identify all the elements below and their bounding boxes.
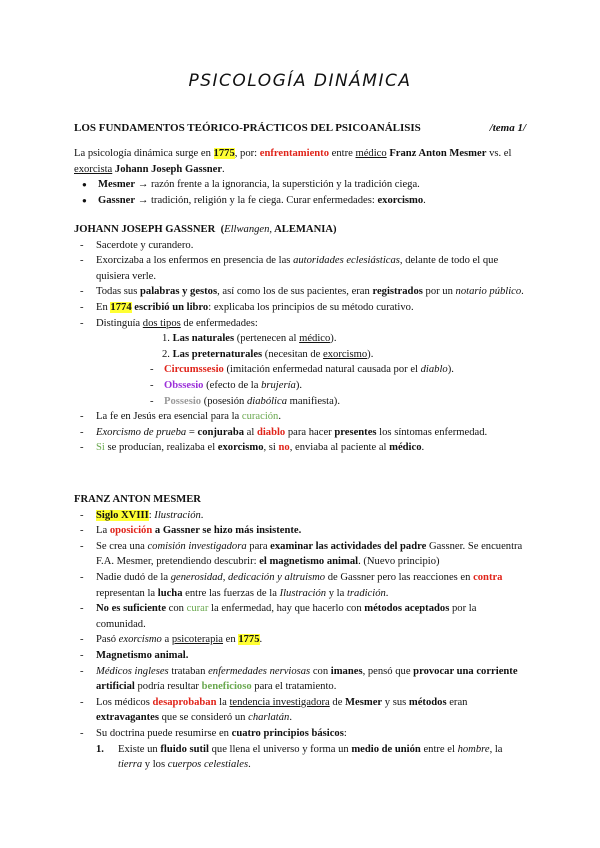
- italic-text: diabólica: [246, 395, 288, 407]
- list-text: trataban: [168, 665, 209, 677]
- list-text: los síntomas enfermedad.: [376, 426, 488, 438]
- list-text: .: [421, 442, 425, 454]
- emphasis-red: Circumssesio: [164, 364, 224, 376]
- list-text: (imitación enfermedad natural causada por el: [223, 364, 421, 376]
- list-text: , la: [489, 743, 503, 755]
- heading-text: (: [220, 224, 225, 235]
- italic-text: generosidad, dedicación y altruismo: [170, 571, 326, 583]
- italic-text: diablo: [420, 364, 448, 376]
- heading-text: ALEMANIA): [272, 224, 337, 235]
- list-text: , delante de todo el que quisiera verle.: [96, 255, 499, 282]
- intro-text: La psicología dinámica surge en: [74, 148, 214, 159]
- list-text: y sus: [382, 696, 409, 708]
- intro-block: [74, 146, 526, 208]
- list-text: .: [248, 759, 251, 771]
- emphasis-red: oposición: [109, 525, 153, 537]
- emphasis-red: no: [278, 442, 290, 454]
- italic-text: tradición: [346, 587, 386, 599]
- list-text: .: [423, 194, 426, 206]
- gassner-section: [74, 222, 526, 456]
- list-text: y los: [142, 759, 168, 771]
- bold-text: exorcismo: [217, 442, 264, 454]
- list-text: por la comunidad.: [96, 603, 477, 630]
- italic-text: comisión investigadora: [147, 540, 247, 552]
- list-text: la enfermedad, hay que hacerlo con: [208, 603, 365, 615]
- list-text: Exorcizaba a los enfermos en presencia de las: [96, 255, 294, 267]
- bold-text: métodos: [408, 696, 447, 708]
- list-text: entre las fuerzas de la: [182, 587, 280, 599]
- century-highlight: Siglo XVIII: [96, 509, 149, 521]
- year-highlight: 1775: [213, 148, 235, 159]
- list-text: .: [259, 634, 263, 646]
- list-item: [74, 539, 526, 570]
- list-text: .: [289, 712, 292, 724]
- list-number: 1.: [96, 743, 104, 755]
- list-text: por un: [422, 286, 456, 298]
- mesmer-list: [74, 508, 526, 742]
- list-text: manifiesta).: [287, 395, 340, 407]
- list-item: [74, 601, 526, 632]
- comparison-list: [74, 177, 526, 208]
- emphasis-green: curar: [186, 603, 209, 615]
- list-text: → razón frente a la ignorancia, la superstición y la tradición ciega.: [135, 179, 420, 191]
- list-item: [74, 440, 526, 456]
- list-item: [144, 378, 526, 394]
- list-text: , así como los de sus pacientes, eran: [217, 286, 373, 298]
- list-item: [74, 726, 526, 742]
- bold-text: No es suficiente: [96, 603, 167, 615]
- bold-text: palabras y gestos: [140, 286, 218, 298]
- bold-text: Las naturales: [172, 333, 235, 345]
- list-text: y la: [326, 587, 347, 599]
- list-text: se producían, realizaba el: [104, 442, 218, 454]
- list-text: .: [200, 509, 204, 521]
- list-text: La: [96, 525, 110, 537]
- emphasis-gray: Possesio: [164, 395, 202, 407]
- bold-text: a Gassner se hizo más insistente.: [152, 525, 302, 537]
- section-subtitle: [74, 121, 526, 137]
- list-text: La fe en Jesús era esencial para la: [96, 411, 242, 423]
- list-text: Se crea una: [96, 540, 148, 552]
- list-item: [74, 570, 526, 601]
- list-text: Los médicos: [96, 696, 153, 708]
- section-heading: FRANZ ANTON MESMER: [74, 494, 201, 505]
- list-text: Gassner. Se encuentra F.A. Mesmer, pretendiendo descubrir:: [96, 540, 523, 568]
- list-item: [126, 331, 526, 347]
- italic-text: Exorcismo de prueba: [96, 426, 187, 438]
- bold-text: presentes: [334, 426, 377, 438]
- list-item: [74, 695, 526, 726]
- bold-text: extravagantes: [96, 712, 159, 724]
- italic-text: enfermedades nerviosas: [208, 665, 311, 677]
- list-text: (posesión: [201, 395, 247, 407]
- year-highlight: 1774: [110, 301, 132, 313]
- list-text: de enfermedades:: [180, 317, 258, 329]
- bold-text: Johann Joseph Gassner: [112, 163, 223, 175]
- list-text: .: [521, 286, 524, 298]
- list-item: [74, 409, 526, 425]
- list-text: , pensó que: [362, 665, 414, 677]
- disease-types-list: [74, 331, 526, 362]
- underlined-text: médico: [299, 333, 331, 345]
- list-text: Su doctrina puede resumirse en: [96, 727, 232, 739]
- list-number: 2.: [162, 348, 173, 360]
- list-text: de: [329, 696, 346, 708]
- emphasis-red: diablo: [256, 426, 286, 438]
- list-text: =: [186, 426, 198, 438]
- bold-text: Las preternaturales: [172, 348, 263, 360]
- italic-text: Ilustración: [279, 587, 327, 599]
- gassner-list-continued: [74, 409, 526, 456]
- list-text: , enviaba al paciente al: [289, 442, 390, 454]
- list-text: para hacer: [285, 426, 335, 438]
- bold-text: escribió un libro: [131, 301, 209, 313]
- bold-text: registrados: [372, 286, 423, 298]
- list-text: :: [148, 509, 155, 521]
- section-heading: [74, 222, 526, 238]
- list-text: , si: [263, 442, 279, 454]
- bold-text: examinar las actividades del padre: [270, 540, 427, 552]
- list-item: [74, 632, 526, 648]
- italic-text: exorcismo: [118, 634, 162, 646]
- list-item: [74, 425, 526, 441]
- underlined-text: médico: [355, 148, 387, 159]
- list-item: - Sacerdote y curandero.: [74, 238, 526, 254]
- list-text: (necesitan de: [262, 348, 324, 360]
- list-item: [74, 253, 526, 284]
- italic-text: Médicos ingleses: [96, 665, 169, 677]
- list-text: Pasó: [96, 634, 119, 646]
- list-text: ).: [330, 333, 337, 345]
- intro-text: vs. el: [486, 148, 512, 159]
- list-text: para el tratamiento.: [251, 681, 337, 693]
- intro-paragraph: [74, 146, 526, 177]
- list-item: [74, 177, 526, 193]
- list-text: (efecto de la: [203, 379, 262, 391]
- list-text: .: [385, 587, 389, 599]
- emphasis-red: contra: [473, 571, 503, 583]
- list-text: que se consideró un: [158, 712, 249, 724]
- list-text: eran: [446, 696, 468, 708]
- underlined-text: tendencia investigadora: [229, 696, 330, 708]
- bold-text: Mesmer: [98, 179, 136, 191]
- bold-text: métodos aceptados: [364, 603, 450, 615]
- list-item: [74, 648, 526, 664]
- bold-text: Franz Anton Mesmer: [386, 148, 487, 159]
- principles-list: [74, 742, 526, 773]
- list-text: En: [96, 301, 111, 313]
- emphasis-green: Si: [96, 442, 105, 454]
- bold-text: exorcismo: [377, 194, 424, 206]
- list-text: :: [343, 727, 347, 739]
- list-text: Nadie dudó de la: [96, 571, 171, 583]
- list-item: [126, 347, 526, 363]
- list-item: [144, 394, 526, 410]
- bold-text: médico: [389, 442, 422, 454]
- emphasis-green: curación: [241, 411, 279, 423]
- emphasis-red: desaprobaban: [152, 696, 217, 708]
- underlined-text: psicoterapia: [171, 634, 224, 646]
- intro-text: , por:: [234, 148, 260, 159]
- underlined-text: exorcista: [74, 163, 113, 175]
- list-text: ).: [367, 348, 374, 360]
- page-title: PSICOLOGÍA DINÁMICA: [188, 71, 412, 91]
- bold-text: Mesmer: [345, 696, 383, 708]
- emphasis-purple: Obssesio: [164, 379, 204, 391]
- list-text: .: [278, 411, 282, 423]
- list-number: 1.: [162, 333, 173, 345]
- bold-text: medio de unión: [351, 743, 421, 755]
- list-text: con: [310, 665, 331, 677]
- emphasis-green: beneficioso: [201, 681, 252, 693]
- italic-text: autoridades eclesiásticas: [293, 255, 400, 267]
- list-text: . (Nuevo principio): [358, 556, 440, 568]
- heading-text: JOHANN JOSEPH GASSNER: [74, 224, 216, 235]
- list-text: con: [166, 603, 187, 615]
- list-item: [74, 316, 526, 332]
- emphasis-red: enfrentamiento: [259, 148, 329, 159]
- list-text: ).: [295, 379, 303, 391]
- intro-text: .: [222, 163, 225, 175]
- mesmer-section: [74, 492, 526, 773]
- list-text: → tradición, religión y la fe ciega. Curar enfermedades:: [135, 194, 378, 206]
- bold-text: fluido sutil: [160, 743, 209, 755]
- list-text: podría resultar: [134, 681, 202, 693]
- list-text: Distinguía: [96, 317, 143, 329]
- intro-text: entre: [329, 148, 356, 159]
- bold-text: cuatro principios básicos: [231, 727, 344, 739]
- subtitle-text: LOS FUNDAMENTOS TEÓRICO-PRÁCTICOS DEL PSICOANÁLISIS: [74, 122, 421, 134]
- list-text: entre el: [420, 743, 458, 755]
- list-text: (pertenecen al: [234, 333, 300, 345]
- list-item: [74, 300, 526, 316]
- list-text: la: [216, 696, 230, 708]
- bold-text: conjuraba: [197, 426, 245, 438]
- bold-text: provocar una corriente artificial: [96, 665, 518, 693]
- year-highlight: 1775: [238, 634, 260, 646]
- bold-text: imanes: [330, 665, 363, 677]
- topic-label: /tema 1/: [489, 122, 526, 134]
- list-item: [74, 284, 526, 300]
- underlined-text: exorcismo: [323, 348, 368, 360]
- list-text: Existe un: [118, 743, 161, 755]
- list-item: [74, 664, 526, 695]
- list-item: [74, 193, 526, 209]
- italic-text: Ilustración: [154, 509, 201, 521]
- list-text: al: [244, 426, 257, 438]
- list-item: [144, 362, 526, 378]
- bold-text: Gassner: [98, 194, 136, 206]
- list-text: de Gassner pero las reacciones en: [325, 571, 474, 583]
- italic-text: tierra: [118, 759, 143, 771]
- list-text: representan la: [96, 587, 158, 599]
- italic-text: Ellwangen,: [224, 224, 273, 235]
- underlined-text: dos tipos: [142, 317, 181, 329]
- gassner-list: [74, 238, 526, 332]
- list-item: [74, 742, 526, 773]
- list-text: Todas sus: [96, 286, 140, 298]
- list-item: [74, 523, 526, 539]
- list-text: para: [246, 540, 271, 552]
- list-item: [74, 508, 526, 524]
- list-text: en: [223, 634, 239, 646]
- preternatural-list: [74, 362, 526, 409]
- italic-text: cuerpos celestiales: [167, 759, 249, 771]
- list-text: : explicaba los principios de su método curativo.: [208, 301, 414, 313]
- italic-text: charlatán: [248, 712, 290, 724]
- list-text: que llena el universo y forma un: [208, 743, 352, 755]
- list-text: ).: [447, 364, 454, 376]
- bold-text: el magnetismo animal: [259, 556, 359, 568]
- italic-text: brujería: [261, 379, 296, 391]
- bold-text: Magnetismo animal.: [96, 649, 189, 661]
- italic-text: hombre: [457, 743, 490, 755]
- italic-text: notario público: [455, 286, 522, 298]
- bold-text: lucha: [157, 587, 183, 599]
- list-text: a: [161, 634, 172, 646]
